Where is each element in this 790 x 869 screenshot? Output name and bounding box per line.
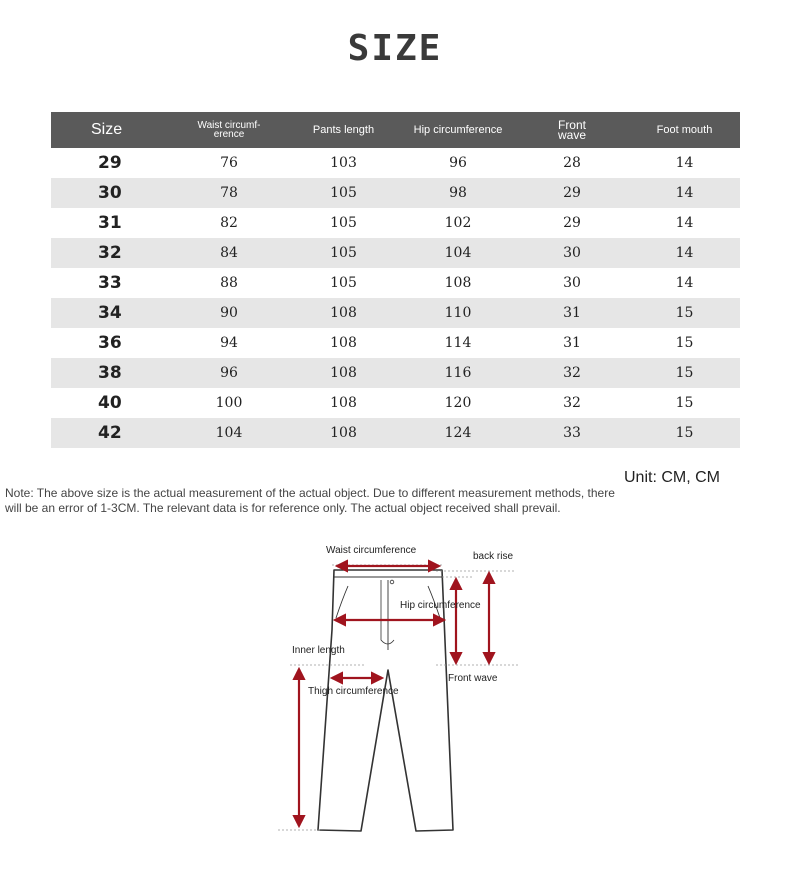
cell-front: 32 (563, 395, 581, 411)
cell-size: 42 (51, 418, 172, 448)
cell-waist: 82 (220, 215, 238, 231)
cell-hip: 96 (449, 155, 467, 171)
cell-length: 108 (286, 418, 401, 448)
cell-size: 31 (98, 213, 122, 233)
cell-hip: 120 (444, 395, 472, 411)
header-size: Size (51, 112, 172, 148)
cell-foot: 15 (629, 418, 740, 448)
cell-foot: 14 (629, 238, 740, 268)
table-row (51, 238, 740, 268)
label-waist: Waist circumference (326, 545, 417, 556)
header-front-wave (515, 112, 629, 148)
cell-hip: 110 (401, 298, 515, 328)
cell-front: 32 (515, 358, 629, 388)
header-front-line1: Front (557, 118, 586, 132)
measurement-note: Note: The above size is the actual measurement of the actual object. Due to different measurement methods, there will be an error of 1-3CM. The relevant data is for reference only. The actual object received shall prevail. (5, 486, 615, 515)
cell-front: 31 (515, 298, 629, 328)
cell-front: 29 (563, 215, 581, 231)
cell-foot: 14 (629, 178, 740, 208)
cell-waist: 100 (215, 395, 243, 411)
label-inner-length: Inner length (292, 645, 345, 656)
cell-foot: 15 (629, 358, 740, 388)
header-waist-line1: Waist circumf- (197, 120, 261, 131)
cell-foot: 15 (675, 335, 694, 351)
cell-waist: 90 (172, 298, 286, 328)
size-table (51, 112, 740, 448)
header-foot-mouth: Foot mouth (629, 112, 740, 148)
cell-length: 105 (330, 275, 357, 291)
table-row (51, 418, 740, 448)
table-row (51, 358, 740, 388)
cell-length: 108 (286, 358, 401, 388)
cell-length: 103 (330, 155, 357, 171)
cell-length: 108 (330, 335, 357, 351)
cell-foot: 14 (675, 275, 694, 291)
label-thigh: Thigh circumference (308, 686, 399, 697)
cell-size: 38 (51, 358, 172, 388)
label-front-wave: Front wave (448, 673, 498, 684)
cell-size: 29 (98, 153, 122, 173)
table-row (51, 178, 740, 208)
cell-front: 30 (563, 275, 581, 291)
table-row (51, 268, 740, 298)
page-title: SIZE (347, 28, 443, 69)
cell-front: 28 (563, 155, 581, 171)
header-waist-line2: erence (213, 129, 245, 140)
cell-waist: 88 (220, 275, 238, 291)
cell-waist: 104 (172, 418, 286, 448)
table-row (51, 298, 740, 328)
label-hip: Hip circumference (400, 600, 481, 611)
cell-hip: 116 (401, 358, 515, 388)
cell-waist: 76 (220, 155, 238, 171)
cell-hip: 102 (444, 215, 472, 231)
cell-foot: 14 (675, 215, 694, 231)
cell-length: 108 (286, 298, 401, 328)
header-hip: Hip circumference (401, 112, 515, 148)
cell-hip: 108 (444, 275, 472, 291)
cell-waist: 84 (172, 238, 286, 268)
cell-front: 33 (515, 418, 629, 448)
cell-hip: 124 (401, 418, 515, 448)
cell-front: 31 (563, 335, 581, 351)
cell-waist: 78 (172, 178, 286, 208)
pants-measurement-diagram (276, 540, 526, 835)
table-row (51, 388, 740, 418)
cell-length: 105 (286, 178, 401, 208)
cell-size: 32 (51, 238, 172, 268)
label-back-rise: back rise (473, 551, 514, 562)
cell-foot: 15 (629, 298, 740, 328)
cell-length: 108 (330, 395, 357, 411)
cell-hip: 104 (401, 238, 515, 268)
table-header-row (51, 112, 740, 148)
cell-size: 34 (51, 298, 172, 328)
cell-waist: 96 (172, 358, 286, 388)
cell-front: 30 (515, 238, 629, 268)
header-waist (172, 112, 286, 148)
header-front-line2: wave (557, 128, 586, 142)
table-row (51, 328, 740, 358)
cell-foot: 15 (675, 395, 694, 411)
cell-foot: 14 (675, 155, 694, 171)
cell-size: 33 (98, 273, 122, 293)
cell-hip: 114 (444, 335, 472, 351)
table-row (51, 148, 740, 178)
cell-size: 36 (98, 333, 122, 353)
cell-hip: 98 (401, 178, 515, 208)
cell-length: 105 (286, 238, 401, 268)
cell-size: 30 (51, 178, 172, 208)
cell-size: 40 (98, 393, 122, 413)
unit-label: Unit: CM, CM (624, 469, 720, 486)
header-pants-length: Pants length (286, 112, 401, 148)
cell-length: 105 (330, 215, 357, 231)
cell-waist: 94 (220, 335, 238, 351)
cell-front: 29 (515, 178, 629, 208)
table-row (51, 208, 740, 238)
